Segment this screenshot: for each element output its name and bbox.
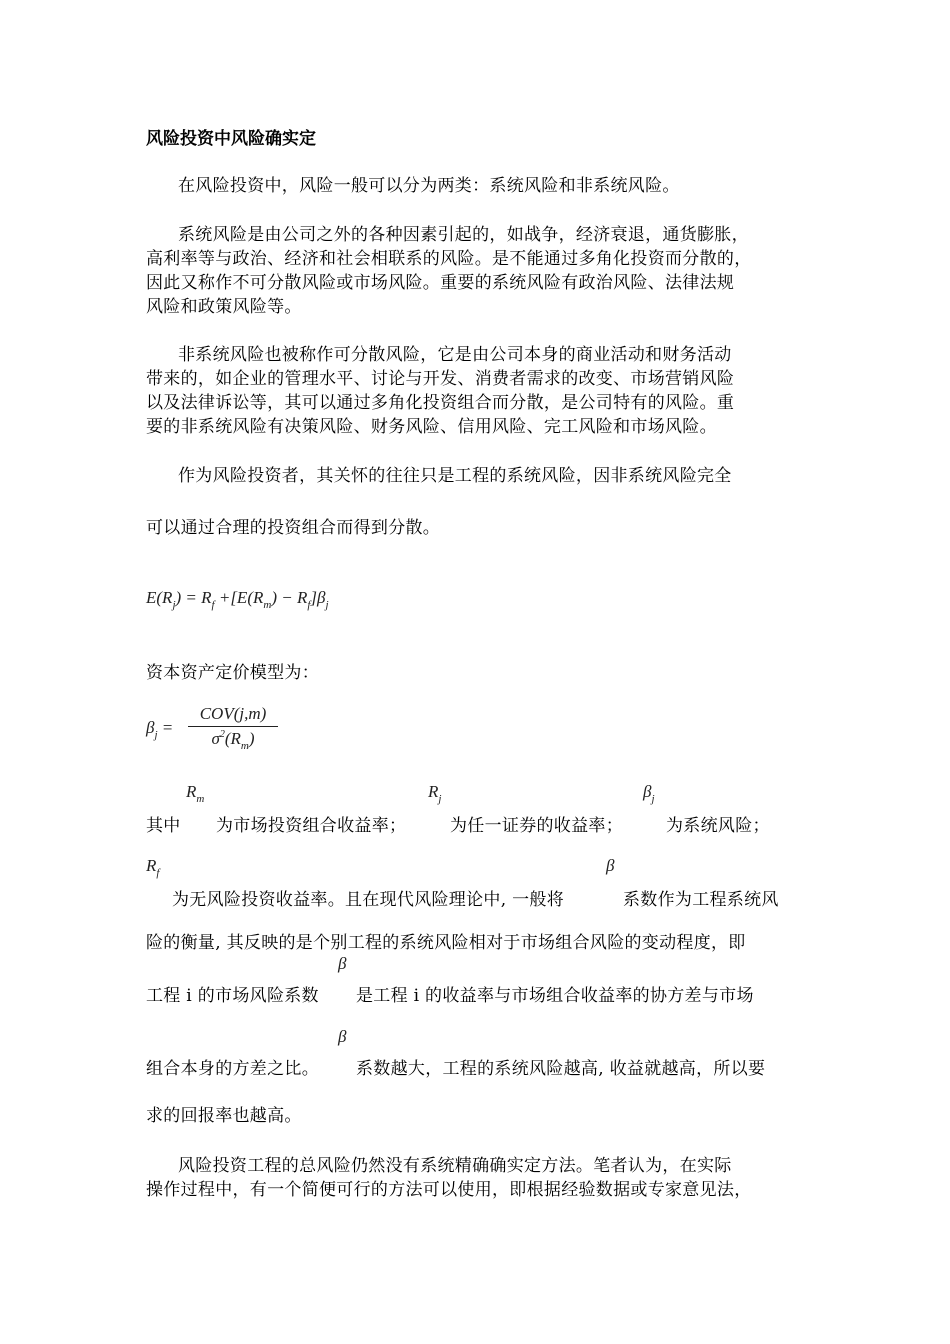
beta-numerator: COV(j,m) <box>199 704 267 723</box>
paragraph-line: 求的回报率也越高。 <box>146 1106 302 1126</box>
paragraph-line: 高利率等与政治、经济和社会相联系的风险。是不能通过多角化投资而分散的， <box>146 249 752 269</box>
beta-denominator: $\sigma^2(R_m)$ <box>211 729 255 752</box>
paragraph-line: 工程 i 的市场风险系数 <box>146 986 319 1006</box>
paragraph-line: 可以通过合理的投资组合而得到分散。 <box>146 518 441 538</box>
paragraph-line: 系数作为工程系统风 <box>623 890 779 910</box>
paragraph-line: 带来的，如企业的管理水平、讨论与开发、消费者需求的改变、市场营销风险 <box>146 369 735 389</box>
paragraph-line: 要的非系统风险有决策风险、财务风险、信用风险、完工风险和市场风险。 <box>146 417 717 437</box>
paragraph-line: 系统风险是由公司之外的各种因素引起的，如战争，经济衰退，通货膨胀， <box>178 225 749 245</box>
paragraph-line: 组合本身的方差之比。 <box>146 1059 319 1079</box>
paragraph-line: 操作过程中，有一个简便可行的方法可以使用，即根据经验数据或专家意见法， <box>146 1180 752 1200</box>
paragraph-line: 为市场投资组合收益率； <box>216 816 407 836</box>
paragraph-line: 险的衡量, 其反映的是个别工程的系统风险相对于市场组合风险的变动程度，即 <box>146 933 746 953</box>
beta-formula-lhs: $\beta_j$ = <box>146 718 174 741</box>
symbol-rj: $R_j$ <box>428 782 442 805</box>
fraction-bar <box>188 726 278 727</box>
paragraph-line: 为无风险投资收益率。且在现代风险理论中, 一般将 <box>172 890 565 910</box>
document-title: 风险投资中风险确实定 <box>146 129 316 149</box>
paragraph-line: 是工程 i 的收益率与市场组合收益率的协方差与市场 <box>356 986 754 1006</box>
paragraph-line: 为系统风险； <box>666 816 770 836</box>
paragraph-line: 风险和政策风险等。 <box>146 297 302 317</box>
paragraph-line: 非系统风险也被称作可分散风险，它是由公司本身的商业活动和财务活动 <box>178 345 732 365</box>
symbol-rm: $R_m$ <box>186 782 205 805</box>
symbol-rf: $R_f$ <box>146 856 160 879</box>
capm-formula: $E(R_j) = R_f +[E(R_m) - R_f]\beta_j$ <box>146 588 329 611</box>
symbol-beta: β <box>338 1027 347 1046</box>
symbol-beta: β <box>338 954 347 973</box>
symbol-beta: β <box>606 856 615 875</box>
paragraph-line: 在风险投资中，风险一般可以分为两类：系统风险和非系统风险。 <box>178 176 680 196</box>
paragraph-line: 以及法律诉讼等，其可以通过多角化投资组合而分散，是公司特有的风险。重 <box>146 393 735 413</box>
paragraph-line: 风险投资工程的总风险仍然没有系统精确确实定方法。笔者认为，在实际 <box>178 1156 732 1176</box>
paragraph-line: 因此又称作不可分散风险或市场风险。重要的系统风险有政治风险、法律法规 <box>146 273 735 293</box>
beta-formula-fraction <box>188 704 278 752</box>
paragraph-line: 其中 <box>146 816 181 836</box>
paragraph-line: 为任一证券的收益率； <box>450 816 623 836</box>
symbol-beta-j: $\beta_j$ <box>643 782 655 805</box>
paragraph-line: 作为风险投资者，其关怀的往往只是工程的系统风险，因非系统风险完全 <box>178 466 732 486</box>
paragraph-line: 资本资产定价模型为： <box>146 663 319 683</box>
paragraph-line: 系数越大，工程的系统风险越高, 收益就越高，所以要 <box>356 1059 766 1079</box>
